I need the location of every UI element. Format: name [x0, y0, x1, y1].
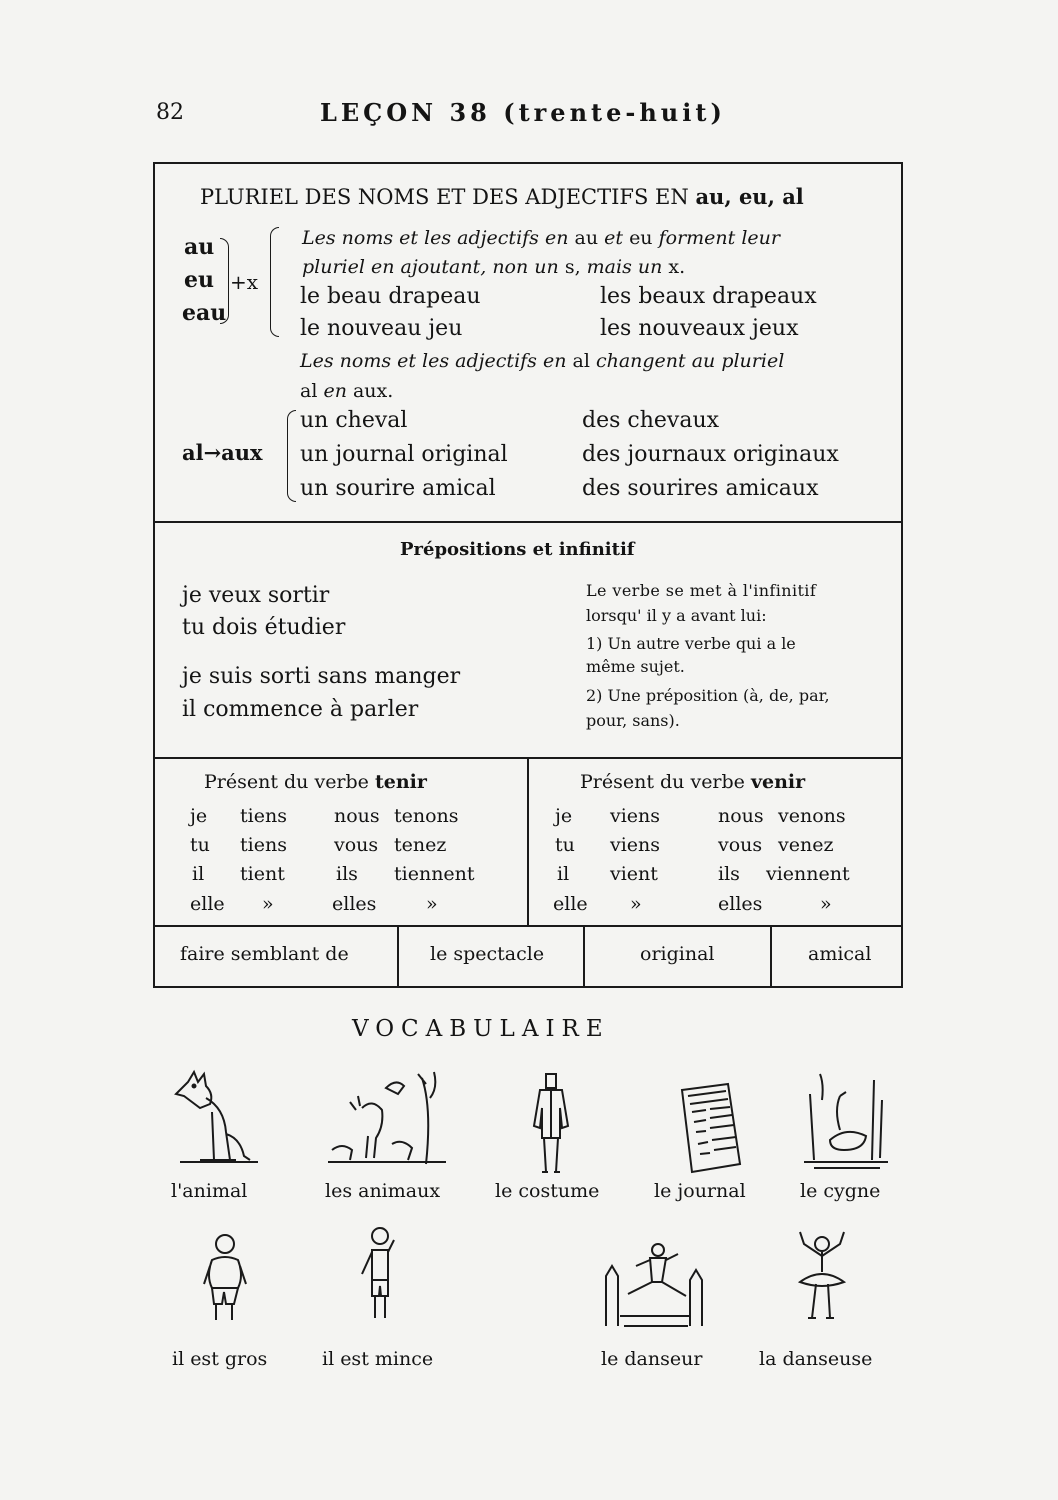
rule-item1-2: même sujet.: [586, 657, 685, 676]
verb-form: tenez: [394, 834, 447, 856]
verb-form: tiennent: [394, 863, 475, 885]
male-dancer-icon: [600, 1236, 710, 1334]
verb-form: tiens: [240, 834, 287, 856]
al-aux-label: al→aux: [182, 440, 263, 465]
rule1-text-a: Les noms et les adjectifs en: [302, 227, 569, 249]
verb-form: viennent: [766, 863, 850, 885]
newspaper-icon: [676, 1082, 746, 1174]
rule2-line2: [300, 380, 393, 402]
example-singular: un cheval: [300, 408, 408, 433]
example-plural: des sourires amicaux: [582, 476, 819, 501]
ditto-mark: »: [630, 893, 642, 915]
pronoun: elle: [553, 893, 588, 915]
word-cell: original: [640, 943, 715, 965]
plural-title: [200, 184, 804, 209]
example-plural: des journaux originaux: [582, 442, 839, 467]
vocabulary-title: VOCABULAIRE: [352, 1016, 610, 1042]
rule1-line2-d: x.: [668, 256, 686, 278]
vocab-label: le costume: [495, 1180, 600, 1202]
ballerina-icon: [782, 1226, 862, 1326]
tenir-title-prefix: Présent du verbe: [204, 771, 369, 793]
vocab-label: les animaux: [325, 1180, 441, 1202]
vocab-label: il est gros: [172, 1348, 268, 1370]
pronoun: nous: [718, 805, 764, 827]
pronoun: tu: [555, 834, 575, 856]
example-plural: les nouveaux jeux: [600, 316, 799, 341]
lesson-title: LEÇON 38 (trente-huit): [320, 98, 726, 127]
rule1-text-c: et: [604, 227, 624, 249]
preposition-example: il commence à parler: [182, 697, 419, 722]
rule2-line2-a: al: [300, 380, 318, 402]
page-number: 82: [156, 100, 184, 125]
rule-intro-2: lorsqu' il y a avant lui:: [586, 606, 767, 625]
ditto-mark: »: [262, 893, 274, 915]
rule1-text-e: forment leur: [658, 227, 780, 249]
pronoun: ils: [336, 863, 358, 885]
venir-title: [580, 771, 805, 793]
plural-title-text: PLURIEL DES NOMS ET DES ADJECTIFS EN: [200, 185, 689, 209]
preposition-example: je veux sortir: [182, 583, 330, 608]
ditto-mark: »: [426, 893, 438, 915]
animals-icon: [322, 1068, 452, 1168]
verb-form: viens: [610, 834, 661, 856]
pronoun: je: [190, 805, 208, 827]
rule-item1-1: 1) Un autre verbe qui a le: [586, 634, 796, 653]
rule1-text-d: eu: [629, 227, 653, 249]
fat-boy-icon: [200, 1232, 250, 1328]
rule1-text-b: au: [574, 227, 599, 249]
verb-form: venons: [778, 805, 846, 827]
thin-boy-icon: [356, 1226, 406, 1326]
rule-intro-1: Le verbe se met à l'infinitif: [586, 581, 817, 600]
preposition-example: tu dois étudier: [182, 615, 346, 640]
verb-form: venez: [778, 834, 834, 856]
example-singular: un sourire amical: [300, 476, 496, 501]
pronoun: ils: [718, 863, 740, 885]
pronoun: il: [557, 863, 570, 885]
preposition-example: je suis sorti sans manger: [182, 664, 461, 689]
rule1-line2-c: mais un: [586, 256, 663, 278]
plus-x-label: +x: [230, 270, 259, 294]
pronoun: elles: [718, 893, 763, 915]
ditto-mark: »: [820, 893, 832, 915]
right-brace: [220, 238, 229, 324]
rule-item2-1: 2) Une préposition (à, de, par,: [586, 686, 830, 705]
rule2-line2-c: aux.: [352, 380, 394, 402]
pronoun: nous: [334, 805, 380, 827]
vocab-label: le danseur: [601, 1348, 703, 1370]
rule2-line1: [300, 350, 784, 372]
example-singular: le nouveau jeu: [300, 316, 463, 341]
rule2-text-a: Les noms et les adjectifs en: [300, 350, 567, 372]
ending-eu: eu: [184, 267, 214, 293]
vocab-label: la danseuse: [759, 1348, 873, 1370]
plural-title-endings: au, eu, al: [695, 184, 804, 209]
verb-form: tiens: [240, 805, 287, 827]
rule2-text-c: changent au pluriel: [595, 350, 785, 372]
venir-verb: venir: [750, 771, 806, 793]
rule1-line2-a: pluriel en ajoutant, non un: [302, 256, 559, 278]
word-cell: faire semblant de: [180, 943, 349, 965]
example-plural: les beaux drapeaux: [600, 284, 817, 309]
verb-form: viens: [610, 805, 661, 827]
example-plural: des chevaux: [582, 408, 720, 433]
vocab-label: il est mince: [322, 1348, 434, 1370]
vocab-label: le journal: [654, 1180, 746, 1202]
rule2-text-b: al: [572, 350, 590, 372]
left-brace: [270, 227, 279, 337]
verb-form: tenons: [394, 805, 459, 827]
example-singular: le beau drapeau: [300, 284, 481, 309]
rule-item2-2: pour, sans).: [586, 711, 680, 730]
word-cell: le spectacle: [430, 943, 545, 965]
rule1-line2-b: s,: [564, 256, 581, 278]
pronoun: elles: [332, 893, 377, 915]
pronoun: elle: [190, 893, 225, 915]
pronoun: je: [555, 805, 573, 827]
vocab-label: le cygne: [800, 1180, 881, 1202]
prepositions-title: Prépositions et infinitif: [400, 539, 635, 560]
vocab-label: l'animal: [171, 1180, 248, 1202]
ending-eau: eau: [182, 300, 227, 326]
al-brace: [287, 410, 296, 502]
tenir-verb: tenir: [374, 771, 427, 793]
verb-form: tient: [240, 863, 285, 885]
wolf-icon: [170, 1068, 260, 1168]
word-cell: amical: [808, 943, 872, 965]
swan-icon: [800, 1070, 892, 1174]
pronoun: il: [192, 863, 205, 885]
venir-title-prefix: Présent du verbe: [580, 771, 745, 793]
rule2-line2-b: en: [323, 380, 347, 402]
pronoun: vous: [718, 834, 763, 856]
example-singular: un journal original: [300, 442, 508, 467]
suit-icon: [528, 1068, 578, 1178]
ending-au: au: [184, 234, 215, 260]
rule1-line2: [302, 256, 685, 278]
pronoun: tu: [190, 834, 210, 856]
pronoun: vous: [334, 834, 379, 856]
verb-form: vient: [610, 863, 658, 885]
rule1-line1: [302, 227, 780, 249]
tenir-title: [204, 771, 427, 793]
